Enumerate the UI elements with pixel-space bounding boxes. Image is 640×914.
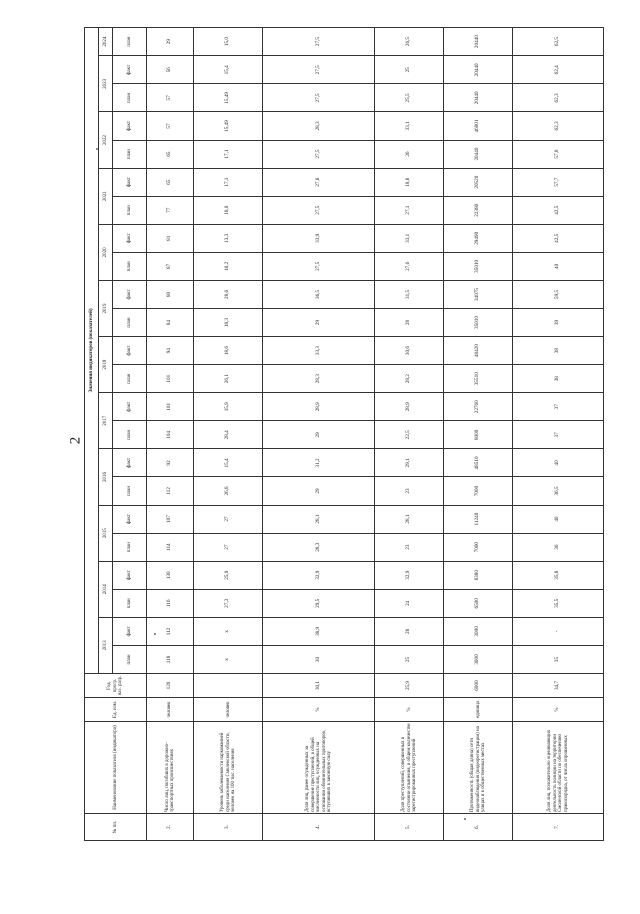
value-cell: 25,9 bbox=[194, 561, 263, 589]
header-values-group: Значения индикаторов (показателей) bbox=[85, 27, 99, 673]
value-cell: 59,5 bbox=[513, 280, 604, 308]
value-cell: 56 bbox=[147, 56, 194, 84]
value-cell: 15,4 bbox=[194, 449, 263, 477]
value-cell: 65 bbox=[147, 140, 194, 168]
value-cell: 62,3 bbox=[513, 112, 604, 140]
base-value-cell: 25,9 bbox=[375, 674, 444, 698]
value-cell: 87 bbox=[147, 252, 194, 280]
value-cell: 35,8 bbox=[513, 561, 604, 589]
indicators-table bbox=[84, 27, 604, 841]
value-cell: 101 bbox=[147, 365, 194, 393]
table-row bbox=[444, 27, 513, 840]
value-cell: 23 bbox=[375, 477, 444, 505]
value-cell: 42,5 bbox=[513, 196, 604, 224]
value-cell: 6500 bbox=[444, 589, 513, 617]
value-cell: 46001 bbox=[444, 112, 513, 140]
value-cell: 15,49 bbox=[194, 84, 263, 112]
value-cell: 30 bbox=[263, 645, 375, 673]
header-fact: факт bbox=[113, 617, 147, 645]
base-value-cell: 6000 bbox=[444, 674, 513, 698]
value-cell: 104 bbox=[147, 421, 194, 449]
unit-cell: % bbox=[513, 698, 604, 722]
value-cell: 57 bbox=[147, 112, 194, 140]
value-cell: 116 bbox=[147, 589, 194, 617]
row-number: 7. bbox=[513, 814, 604, 841]
value-cell: 28,3 bbox=[263, 112, 375, 140]
value-cell: 62,3 bbox=[513, 84, 604, 112]
value-cell: 28,3 bbox=[263, 365, 375, 393]
header-fact: факт bbox=[113, 337, 147, 365]
scan-speck bbox=[154, 633, 156, 635]
unit-cell: человек bbox=[147, 698, 194, 722]
value-cell: 27,5 bbox=[263, 140, 375, 168]
value-cell: 62,4 bbox=[513, 56, 604, 84]
value-cell: 20440 bbox=[444, 84, 513, 112]
unit-cell: человек bbox=[194, 698, 263, 722]
value-cell: 17,1 bbox=[194, 140, 263, 168]
value-cell: 8380 bbox=[444, 561, 513, 589]
header-year: 2024 bbox=[99, 27, 113, 55]
value-cell: 29 bbox=[147, 27, 194, 55]
value-cell: 37 bbox=[513, 393, 604, 421]
value-cell: 33,1 bbox=[375, 224, 444, 252]
value-cell: 80 bbox=[147, 280, 194, 308]
value-cell: 29,1 bbox=[375, 449, 444, 477]
header-fact: факт bbox=[113, 224, 147, 252]
table-row bbox=[147, 27, 194, 840]
indicator-name: Протяженность (общая длина) сети видеонаблюдения (видеорегистрации) на улицах и в общественных местах bbox=[444, 722, 513, 814]
value-cell: 27,8 bbox=[263, 168, 375, 196]
value-cell: 15,4 bbox=[194, 56, 263, 84]
value-cell: 27,5 bbox=[263, 252, 375, 280]
value-cell: 35 bbox=[513, 645, 604, 673]
value-cell: 26,1 bbox=[194, 365, 263, 393]
value-cell: 26 bbox=[375, 140, 444, 168]
base-value-cell: 120 bbox=[147, 674, 194, 698]
value-cell: 22760 bbox=[444, 393, 513, 421]
value-cell: 48510 bbox=[444, 449, 513, 477]
row-number: 6. bbox=[444, 814, 513, 841]
rotated-page-area bbox=[84, 28, 604, 841]
value-cell: 57 bbox=[147, 84, 194, 112]
indicator-name: Доля лиц, положительно оценивающих деятельность полиции на территории Смоленской области по обеспечению правопорядка, от числа опрошенных bbox=[513, 722, 604, 814]
value-cell: 81 bbox=[147, 224, 194, 252]
header-year: 2017 bbox=[99, 393, 113, 449]
value-cell: 3000 bbox=[444, 617, 513, 645]
value-cell: 84 bbox=[147, 308, 194, 336]
value-cell: 28,2 bbox=[375, 365, 444, 393]
header-plan: план bbox=[113, 421, 147, 449]
header-plan: план bbox=[113, 27, 147, 55]
value-cell: 28,1 bbox=[263, 505, 375, 533]
header-plan: план bbox=[113, 477, 147, 505]
value-cell: 28,1 bbox=[375, 505, 444, 533]
unit-cell: % bbox=[263, 698, 375, 722]
value-cell: 57,8 bbox=[513, 140, 604, 168]
value-cell: - bbox=[513, 617, 604, 645]
header-plan: план bbox=[113, 308, 147, 336]
header-num: № пп. bbox=[85, 814, 147, 841]
value-cell: 15,0 bbox=[194, 27, 263, 55]
value-cell: 29 bbox=[263, 308, 375, 336]
base-value-cell bbox=[194, 674, 263, 698]
table-row bbox=[263, 27, 375, 840]
value-cell: 20440 bbox=[444, 140, 513, 168]
value-cell: 35010 bbox=[444, 308, 513, 336]
value-cell: 112 bbox=[147, 477, 194, 505]
scan-speck bbox=[96, 148, 98, 150]
header-plan: план bbox=[113, 533, 147, 561]
value-cell: 8000 bbox=[444, 421, 513, 449]
value-cell: 31,5 bbox=[375, 280, 444, 308]
table-row bbox=[194, 27, 263, 840]
indicator-name: Доля лиц, ранее осужденных за совершение преступлений, в общей численности лиц, осужденных на основании обвинительных приговоров, вступивших в законную силу bbox=[263, 722, 375, 814]
value-cell: 22380 bbox=[444, 196, 513, 224]
value-cell: 27,6 bbox=[375, 252, 444, 280]
value-cell: 18,6 bbox=[194, 337, 263, 365]
value-cell: 101 bbox=[147, 393, 194, 421]
header-base: Год. прогр. наз. разр. bbox=[85, 674, 147, 698]
header-name: Наименование показателя (индикатора) bbox=[85, 722, 147, 814]
value-cell: х bbox=[194, 617, 263, 645]
page-number: 2 bbox=[67, 436, 84, 445]
value-cell: 29490 bbox=[444, 224, 513, 252]
value-cell: 18,3 bbox=[194, 308, 263, 336]
value-cell: 18,0 bbox=[194, 196, 263, 224]
value-cell: 15,9 bbox=[194, 393, 263, 421]
value-cell: 27,5 bbox=[263, 27, 375, 55]
table-row bbox=[513, 27, 604, 840]
value-cell: 27,1 bbox=[375, 196, 444, 224]
table-frame bbox=[84, 28, 604, 841]
value-cell: 114 bbox=[147, 533, 194, 561]
value-cell: 107 bbox=[147, 505, 194, 533]
header-year: 2021 bbox=[99, 168, 113, 224]
header-fact: факт bbox=[113, 449, 147, 477]
value-cell: 39 bbox=[513, 308, 604, 336]
value-cell: 35510 bbox=[444, 365, 513, 393]
header-unit: Ед. изм. bbox=[85, 698, 147, 722]
value-cell: 40 bbox=[513, 449, 604, 477]
value-cell: 94 bbox=[147, 337, 194, 365]
value-cell: 27,5 bbox=[263, 84, 375, 112]
value-cell: 37 bbox=[513, 421, 604, 449]
value-cell: 36,5 bbox=[263, 280, 375, 308]
value-cell: 3000 bbox=[444, 645, 513, 673]
value-cell: 20520 bbox=[444, 168, 513, 196]
header-plan: план bbox=[113, 140, 147, 168]
value-cell: 18,2 bbox=[194, 252, 263, 280]
header-fact: факт bbox=[113, 505, 147, 533]
value-cell: 28,9 bbox=[263, 393, 375, 421]
header-plan: план bbox=[113, 365, 147, 393]
value-cell: 11240 bbox=[444, 505, 513, 533]
value-cell: 13,3 bbox=[194, 224, 263, 252]
unit-cell: % bbox=[375, 698, 444, 722]
value-cell: 28,3 bbox=[263, 533, 375, 561]
value-cell: 28,4 bbox=[194, 421, 263, 449]
header-plan: план bbox=[113, 252, 147, 280]
value-cell: 7000 bbox=[444, 533, 513, 561]
value-cell: 118 bbox=[147, 645, 194, 673]
value-cell: 17,1 bbox=[194, 168, 263, 196]
scan-speck bbox=[464, 818, 466, 820]
header-plan: план bbox=[113, 589, 147, 617]
value-cell: 33,3 bbox=[263, 337, 375, 365]
value-cell: 31,2 bbox=[263, 449, 375, 477]
value-cell: 32,9 bbox=[375, 561, 444, 589]
value-cell: 33,1 bbox=[375, 112, 444, 140]
value-cell: 28 bbox=[375, 617, 444, 645]
header-year: 2013 bbox=[99, 617, 113, 673]
header-plan: план bbox=[113, 196, 147, 224]
value-cell: 24 bbox=[375, 589, 444, 617]
value-cell: 29,5 bbox=[263, 589, 375, 617]
value-cell: 25,5 bbox=[375, 84, 444, 112]
value-cell: 27 bbox=[194, 505, 263, 533]
value-cell: 62,5 bbox=[513, 27, 604, 55]
value-cell: 35,5 bbox=[513, 589, 604, 617]
value-cell: 38 bbox=[513, 337, 604, 365]
indicator-name: Число лиц, погибших в дорожно-транспортных происшествиях bbox=[147, 722, 194, 814]
base-value-cell: 30,1 bbox=[263, 674, 375, 698]
value-cell: 29 bbox=[263, 477, 375, 505]
header-fact: факт bbox=[113, 393, 147, 421]
table-row bbox=[375, 27, 444, 840]
value-cell: 27,3 bbox=[194, 589, 263, 617]
header-plan: план bbox=[113, 84, 147, 112]
value-cell: 77 bbox=[147, 196, 194, 224]
header-fact: факт bbox=[113, 280, 147, 308]
value-cell: 18,8 bbox=[375, 168, 444, 196]
header-year: 2016 bbox=[99, 449, 113, 505]
header-year: 2023 bbox=[99, 56, 113, 112]
header-year: 2018 bbox=[99, 337, 113, 393]
row-number: 2. bbox=[147, 814, 194, 841]
value-cell: 22,5 bbox=[375, 421, 444, 449]
value-cell: 27 bbox=[194, 533, 263, 561]
value-cell: х bbox=[194, 645, 263, 673]
value-cell: 25 bbox=[375, 56, 444, 84]
header-fact: факт bbox=[113, 168, 147, 196]
unit-cell: единица bbox=[444, 698, 513, 722]
value-cell: 92 bbox=[147, 449, 194, 477]
row-number: 4. bbox=[263, 814, 375, 841]
value-cell: 26,8 bbox=[194, 477, 263, 505]
value-cell: 33,9 bbox=[263, 224, 375, 252]
value-cell: 65 bbox=[147, 168, 194, 196]
value-cell: 34075 bbox=[444, 280, 513, 308]
header-fact: факт bbox=[113, 56, 147, 84]
value-cell: 29 bbox=[263, 421, 375, 449]
header-fact: факт bbox=[113, 561, 147, 589]
header-year: 2014 bbox=[99, 561, 113, 617]
header-plan: план bbox=[113, 645, 147, 673]
value-cell: 20440 bbox=[444, 56, 513, 84]
value-cell: 26,5 bbox=[375, 27, 444, 55]
value-cell: 35010 bbox=[444, 252, 513, 280]
value-cell: 57,7 bbox=[513, 168, 604, 196]
header-year: 2015 bbox=[99, 505, 113, 561]
indicator-name: Доля преступлений, совершенных в состоянии опьянения, в общем количестве зарегистрированных преступлений bbox=[375, 722, 444, 814]
value-cell: 112 bbox=[147, 617, 194, 645]
value-cell: 28,9 bbox=[375, 393, 444, 421]
row-number: 3. bbox=[194, 814, 263, 841]
header-fact: факт bbox=[113, 112, 147, 140]
header-year: 2022 bbox=[99, 112, 113, 168]
value-cell: 25 bbox=[375, 645, 444, 673]
value-cell: 36 bbox=[513, 533, 604, 561]
value-cell: 15,49 bbox=[194, 112, 263, 140]
value-cell: 32,9 bbox=[263, 561, 375, 589]
value-cell: 7000 bbox=[444, 477, 513, 505]
value-cell: 23 bbox=[375, 533, 444, 561]
value-cell: 20440 bbox=[444, 27, 513, 55]
header-year: 2020 bbox=[99, 224, 113, 280]
value-cell: 30,6 bbox=[375, 337, 444, 365]
value-cell: 38,9 bbox=[263, 617, 375, 645]
value-cell: 42,5 bbox=[513, 224, 604, 252]
value-cell: 38 bbox=[513, 365, 604, 393]
base-value-cell: 34,7 bbox=[513, 674, 604, 698]
value-cell: 48420 bbox=[444, 337, 513, 365]
indicator-name: Уровень заболеваемости наркоманией среди населения Смоленской области, человек на 100 тыс. населения bbox=[194, 722, 263, 814]
value-cell: 28 bbox=[375, 308, 444, 336]
value-cell: 27,5 bbox=[263, 196, 375, 224]
value-cell: 28,6 bbox=[194, 280, 263, 308]
value-cell: 130 bbox=[147, 561, 194, 589]
value-cell: 40 bbox=[513, 252, 604, 280]
header-year: 2019 bbox=[99, 280, 113, 336]
value-cell: 27,5 bbox=[263, 56, 375, 84]
value-cell: 40 bbox=[513, 505, 604, 533]
row-number: 5. bbox=[375, 814, 444, 841]
value-cell: 36,5 bbox=[513, 477, 604, 505]
